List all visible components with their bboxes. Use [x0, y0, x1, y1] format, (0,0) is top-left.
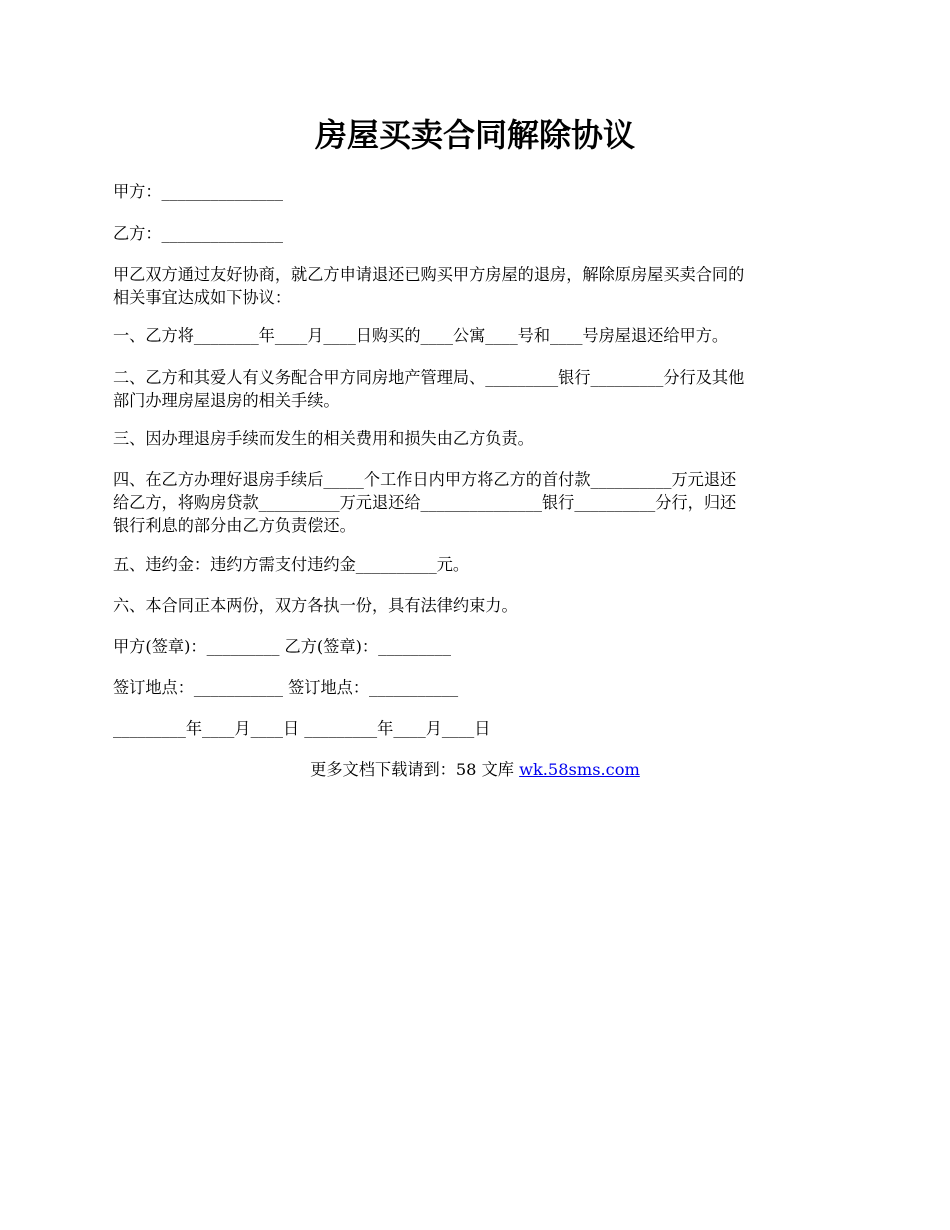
- footer: [113, 758, 837, 781]
- clause-2: [113, 366, 839, 412]
- clause-4-line: 银行利息的部分由乙方负责偿还。: [113, 516, 356, 535]
- intro-line: 相关事宜达成如下协议：: [113, 288, 292, 307]
- clause-2-line: 部门办理房屋退房的相关手续。: [113, 391, 340, 410]
- clause-4-line: 给乙方，将购房贷款__________万元退还给_______________银行__________分行，归还: [113, 493, 737, 512]
- clause-1: 一、乙方将________年____月____日购买的____公寓____号和____号房屋退还给甲方。: [113, 326, 729, 345]
- footer-text: 更多文档下载请到：58 文库: [310, 760, 520, 779]
- footer-link[interactable]: wk.58sms.com: [519, 760, 640, 779]
- clause-4-line: 四、在乙方办理好退房手续后_____个工作日内甲方将乙方的首付款__________万元退还: [113, 470, 737, 489]
- intro-line: 甲乙双方通过友好协商，就乙方申请退还已购买甲方房屋的退房，解除原房屋买卖合同的: [113, 265, 745, 284]
- clause-4: [113, 468, 839, 537]
- document-title: 房屋买卖合同解除协议: [314, 116, 635, 154]
- signature-line: 甲方(签章)：_________ 乙方(签章)：_________: [113, 637, 451, 656]
- party-a-line: 甲方：_______________: [113, 182, 283, 201]
- intro-paragraph: [113, 263, 839, 309]
- sign-place-line: 签订地点：___________ 签订地点：___________: [113, 678, 459, 697]
- party-b-line: 乙方：_______________: [113, 224, 283, 243]
- clause-6: 六、本合同正本两份，双方各执一份，具有法律约束力。: [113, 596, 518, 615]
- clause-3: 三、因办理退房手续而发生的相关费用和损失由乙方负责。: [113, 429, 534, 448]
- date-line: _________年____月____日 _________年____月____日: [113, 719, 491, 738]
- clause-5: 五、违约金：违约方需支付违约金__________元。: [113, 555, 470, 574]
- clause-2-line: 二、乙方和其爱人有义务配合甲方同房地产管理局、_________银行_________分行及其他: [113, 368, 745, 387]
